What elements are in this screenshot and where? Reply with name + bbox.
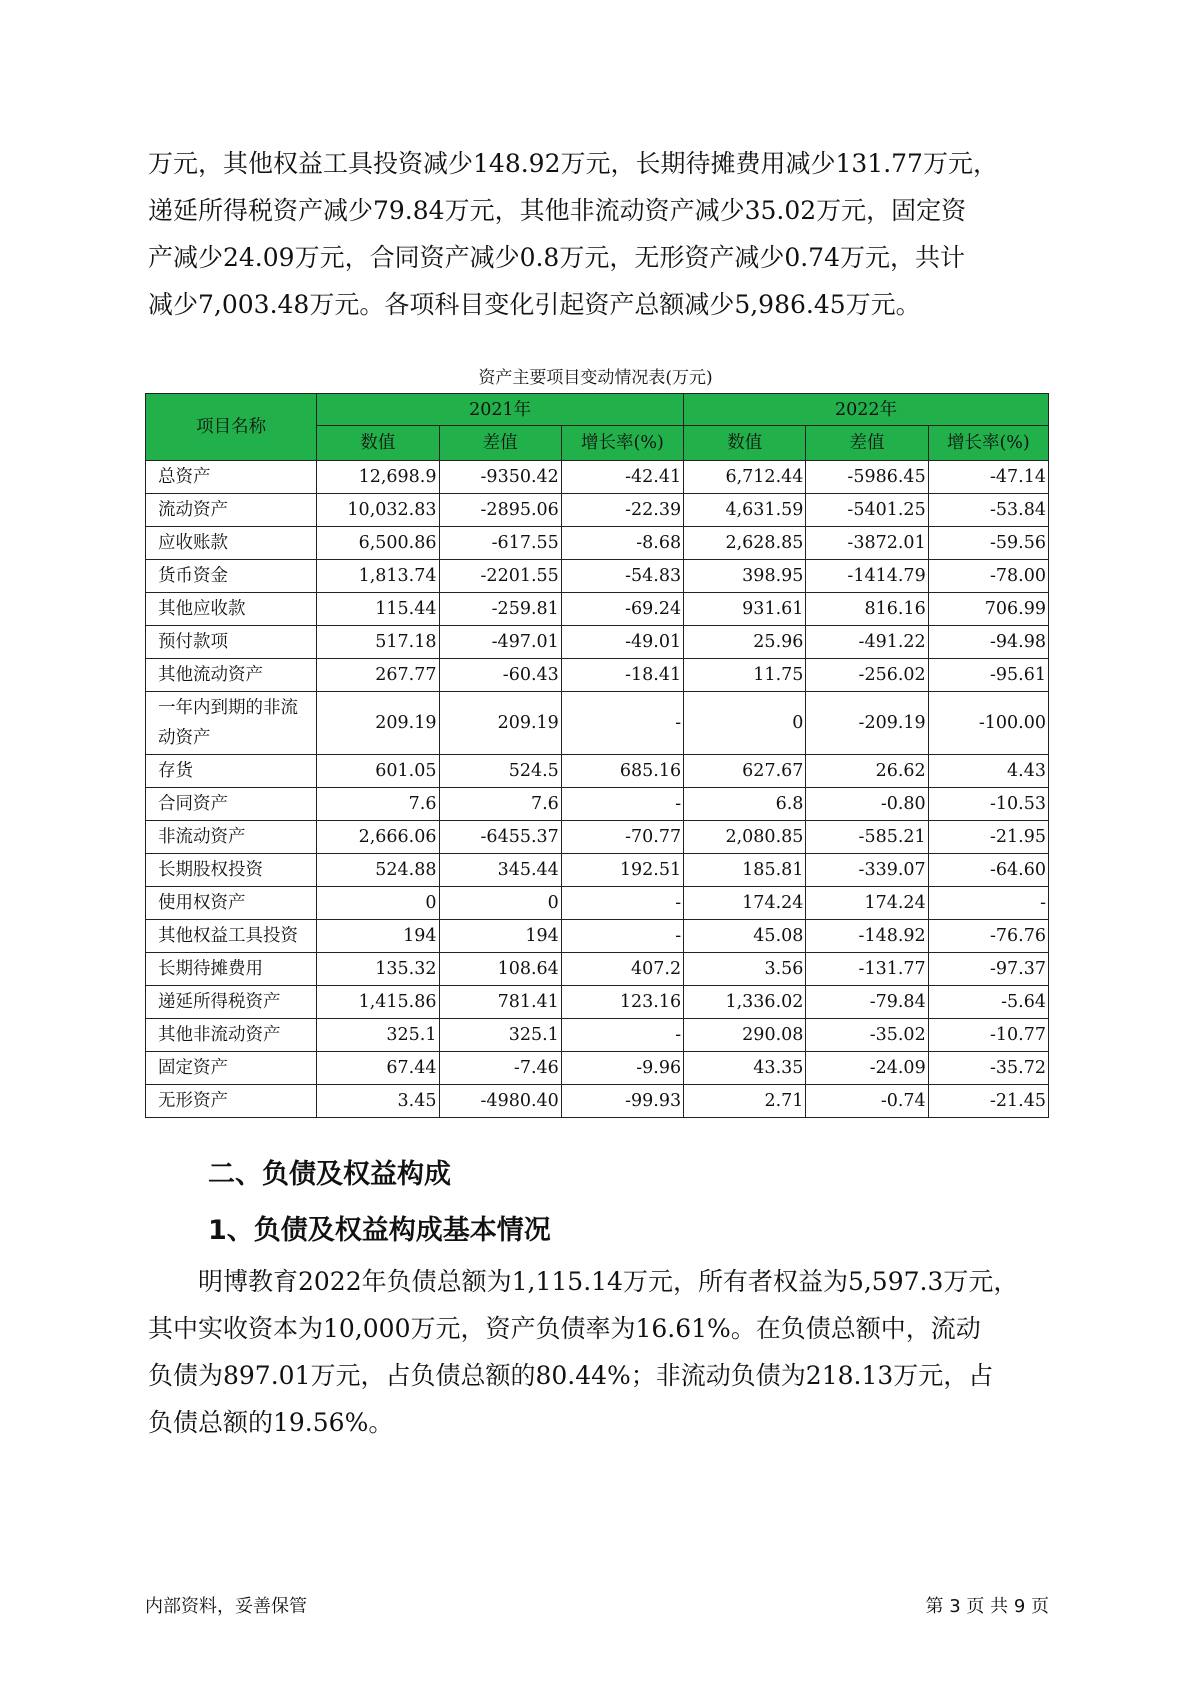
diff-2021-cell: -4980.40 xyxy=(439,1085,561,1118)
item-name-cell: 递延所得税资产 xyxy=(146,986,317,1019)
value-2021-cell: 601.05 xyxy=(317,755,439,788)
table-row xyxy=(146,986,1049,1019)
value-2022-cell: 2,628.85 xyxy=(684,527,806,560)
rate-2022-cell: -97.37 xyxy=(928,953,1048,986)
item-name-cell: 固定资产 xyxy=(146,1052,317,1085)
header-diff: 差值 xyxy=(439,426,561,461)
value-2022-cell: 6,712.44 xyxy=(684,461,806,494)
diff-2021-cell: -617.55 xyxy=(439,527,561,560)
intro-paragraph xyxy=(148,140,1048,328)
diff-2021-cell: -6455.37 xyxy=(439,821,561,854)
table-row xyxy=(146,1085,1049,1118)
value-2021-cell: 267.77 xyxy=(317,659,439,692)
diff-2022-cell: -491.22 xyxy=(806,626,928,659)
value-2021-cell: 524.88 xyxy=(317,854,439,887)
item-name-cell: 其他非流动资产 xyxy=(146,1019,317,1052)
rate-2021-cell: - xyxy=(561,788,683,821)
rate-2022-cell: -94.98 xyxy=(928,626,1048,659)
table-row xyxy=(146,920,1049,953)
item-name-cell: 长期待摊费用 xyxy=(146,953,317,986)
value-2022-cell: 627.67 xyxy=(684,755,806,788)
diff-2022-cell: -79.84 xyxy=(806,986,928,1019)
table-row xyxy=(146,527,1049,560)
section-heading: 二、负债及权益构成 xyxy=(208,1159,451,1190)
rate-2022-cell: -5.64 xyxy=(928,986,1048,1019)
header-item-name: 项目名称 xyxy=(146,394,317,461)
item-name-cell: 存货 xyxy=(146,755,317,788)
diff-2022-cell: -1414.79 xyxy=(806,560,928,593)
rate-2022-cell: - xyxy=(928,887,1048,920)
diff-2022-cell: -0.80 xyxy=(806,788,928,821)
body-line: 其中实收资本为10,000万元，资产负债率为16.61%。在负债总额中，流动 xyxy=(148,1314,981,1343)
intro-line: 万元，其他权益工具投资减少148.92万元，长期待摊费用减少131.77万元， xyxy=(148,149,998,178)
rate-2021-cell: -8.68 xyxy=(561,527,683,560)
value-2021-cell: 325.1 xyxy=(317,1019,439,1052)
rate-2022-cell: -10.53 xyxy=(928,788,1048,821)
item-name-cell: 合同资产 xyxy=(146,788,317,821)
diff-2021-cell: -2201.55 xyxy=(439,560,561,593)
table-row xyxy=(146,593,1049,626)
diff-2022-cell: -585.21 xyxy=(806,821,928,854)
value-2022-cell: 45.08 xyxy=(684,920,806,953)
rate-2021-cell: -42.41 xyxy=(561,461,683,494)
value-2022-cell: 174.24 xyxy=(684,887,806,920)
diff-2021-cell: 325.1 xyxy=(439,1019,561,1052)
rate-2021-cell: -18.41 xyxy=(561,659,683,692)
footer-confidential: 内部资料，妥善保管 xyxy=(145,1596,307,1617)
diff-2021-cell: -497.01 xyxy=(439,626,561,659)
diff-2022-cell: -5401.25 xyxy=(806,494,928,527)
rate-2022-cell: -35.72 xyxy=(928,1052,1048,1085)
intro-line: 产减少24.09万元，合同资产减少0.8万元，无形资产减少0.74万元，共计 xyxy=(148,243,965,272)
value-2021-cell: 12,698.9 xyxy=(317,461,439,494)
value-2021-cell: 0 xyxy=(317,887,439,920)
header-rate: 增长率(%) xyxy=(928,426,1048,461)
item-name-cell: 流动资产 xyxy=(146,494,317,527)
value-2022-cell: 2,080.85 xyxy=(684,821,806,854)
value-2021-cell: 1,415.86 xyxy=(317,986,439,1019)
diff-2022-cell: -256.02 xyxy=(806,659,928,692)
diff-2021-cell: 209.19 xyxy=(439,692,561,755)
rate-2022-cell: -53.84 xyxy=(928,494,1048,527)
value-2021-cell: 1,813.74 xyxy=(317,560,439,593)
header-diff: 差值 xyxy=(806,426,928,461)
table-row xyxy=(146,755,1049,788)
rate-2021-cell: 123.16 xyxy=(561,986,683,1019)
intro-line: 递延所得税资产减少79.84万元，其他非流动资产减少35.02万元，固定资 xyxy=(148,196,967,225)
diff-2021-cell: -9350.42 xyxy=(439,461,561,494)
rate-2022-cell: -95.61 xyxy=(928,659,1048,692)
table-row xyxy=(146,626,1049,659)
item-name-cell: 长期股权投资 xyxy=(146,854,317,887)
diff-2021-cell: 108.64 xyxy=(439,953,561,986)
value-2021-cell: 194 xyxy=(317,920,439,953)
diff-2022-cell: -131.77 xyxy=(806,953,928,986)
table-row xyxy=(146,692,1049,755)
rate-2022-cell: -10.77 xyxy=(928,1019,1048,1052)
diff-2022-cell: -24.09 xyxy=(806,1052,928,1085)
diff-2021-cell: 194 xyxy=(439,920,561,953)
rate-2021-cell: - xyxy=(561,887,683,920)
body-paragraph xyxy=(148,1258,1048,1446)
rate-2021-cell: 192.51 xyxy=(561,854,683,887)
rate-2021-cell: 685.16 xyxy=(561,755,683,788)
table-row xyxy=(146,1052,1049,1085)
rate-2021-cell: -69.24 xyxy=(561,593,683,626)
value-2021-cell: 7.6 xyxy=(317,788,439,821)
diff-2021-cell: 524.5 xyxy=(439,755,561,788)
rate-2022-cell: 706.99 xyxy=(928,593,1048,626)
intro-line: 减少7,003.48万元。各项科目变化引起资产总额减少5,986.45万元。 xyxy=(148,290,921,319)
value-2022-cell: 931.61 xyxy=(684,593,806,626)
value-2021-cell: 517.18 xyxy=(317,626,439,659)
diff-2021-cell: 781.41 xyxy=(439,986,561,1019)
item-name-cell: 预付款项 xyxy=(146,626,317,659)
item-name-cell: 非流动资产 xyxy=(146,821,317,854)
diff-2022-cell: -3872.01 xyxy=(806,527,928,560)
value-2022-cell: 11.75 xyxy=(684,659,806,692)
item-name-cell: 其他权益工具投资 xyxy=(146,920,317,953)
value-2021-cell: 209.19 xyxy=(317,692,439,755)
value-2022-cell: 43.35 xyxy=(684,1052,806,1085)
diff-2021-cell: 0 xyxy=(439,887,561,920)
body-line: 明博教育2022年负债总额为1,115.14万元，所有者权益为5,597.3万元， xyxy=(148,1267,1019,1296)
table-body xyxy=(146,461,1049,1118)
asset-change-table xyxy=(145,393,1049,1118)
rate-2021-cell: - xyxy=(561,692,683,755)
header-value: 数值 xyxy=(317,426,439,461)
value-2022-cell: 185.81 xyxy=(684,854,806,887)
diff-2021-cell: -60.43 xyxy=(439,659,561,692)
rate-2022-cell: -21.95 xyxy=(928,821,1048,854)
value-2022-cell: 398.95 xyxy=(684,560,806,593)
table-row xyxy=(146,560,1049,593)
diff-2021-cell: -259.81 xyxy=(439,593,561,626)
header-year-2021: 2021年 xyxy=(317,394,684,426)
value-2022-cell: 6.8 xyxy=(684,788,806,821)
rate-2022-cell: -100.00 xyxy=(928,692,1048,755)
item-name-cell: 货币资金 xyxy=(146,560,317,593)
rate-2021-cell: -54.83 xyxy=(561,560,683,593)
rate-2021-cell: - xyxy=(561,1019,683,1052)
diff-2022-cell: 174.24 xyxy=(806,887,928,920)
rate-2022-cell: -78.00 xyxy=(928,560,1048,593)
diff-2022-cell: -209.19 xyxy=(806,692,928,755)
rate-2022-cell: 4.43 xyxy=(928,755,1048,788)
item-name-cell: 使用权资产 xyxy=(146,887,317,920)
subsection-heading: 1、负债及权益构成基本情况 xyxy=(208,1215,551,1246)
diff-2021-cell: 345.44 xyxy=(439,854,561,887)
table-row xyxy=(146,1019,1049,1052)
diff-2021-cell: -2895.06 xyxy=(439,494,561,527)
diff-2021-cell: -7.46 xyxy=(439,1052,561,1085)
rate-2022-cell: -59.56 xyxy=(928,527,1048,560)
diff-2022-cell: 816.16 xyxy=(806,593,928,626)
header-value: 数值 xyxy=(684,426,806,461)
rate-2021-cell: -49.01 xyxy=(561,626,683,659)
item-name-cell: 无形资产 xyxy=(146,1085,317,1118)
item-name-cell: 总资产 xyxy=(146,461,317,494)
value-2021-cell: 6,500.86 xyxy=(317,527,439,560)
rate-2021-cell: -70.77 xyxy=(561,821,683,854)
diff-2022-cell: -5986.45 xyxy=(806,461,928,494)
diff-2022-cell: -339.07 xyxy=(806,854,928,887)
value-2022-cell: 0 xyxy=(684,692,806,755)
value-2021-cell: 3.45 xyxy=(317,1085,439,1118)
value-2022-cell: 1,336.02 xyxy=(684,986,806,1019)
table-caption: 资产主要项目变动情况表(万元) xyxy=(478,368,713,388)
value-2021-cell: 67.44 xyxy=(317,1052,439,1085)
diff-2022-cell: -0.74 xyxy=(806,1085,928,1118)
item-name-cell: 应收账款 xyxy=(146,527,317,560)
footer-page-number: 第 3 页 共 9 页 xyxy=(925,1596,1049,1617)
table-row xyxy=(146,854,1049,887)
table-row xyxy=(146,494,1049,527)
value-2021-cell: 10,032.83 xyxy=(317,494,439,527)
rate-2021-cell: 407.2 xyxy=(561,953,683,986)
diff-2022-cell: -35.02 xyxy=(806,1019,928,1052)
rate-2022-cell: -21.45 xyxy=(928,1085,1048,1118)
value-2021-cell: 115.44 xyxy=(317,593,439,626)
table-row xyxy=(146,821,1049,854)
item-name-cell: 一年内到期的非流动资产 xyxy=(146,692,317,755)
diff-2022-cell: -148.92 xyxy=(806,920,928,953)
item-name-cell: 其他流动资产 xyxy=(146,659,317,692)
value-2022-cell: 2.71 xyxy=(684,1085,806,1118)
table-row xyxy=(146,887,1049,920)
value-2022-cell: 3.56 xyxy=(684,953,806,986)
header-rate: 增长率(%) xyxy=(561,426,683,461)
table-row xyxy=(146,953,1049,986)
rate-2021-cell: -22.39 xyxy=(561,494,683,527)
rate-2021-cell: -9.96 xyxy=(561,1052,683,1085)
body-line: 负债为897.01万元，占负债总额的80.44%；非流动负债为218.13万元，占 xyxy=(148,1361,994,1390)
body-line: 负债总额的19.56%。 xyxy=(148,1408,394,1437)
table-row xyxy=(146,461,1049,494)
table-row xyxy=(146,788,1049,821)
value-2022-cell: 290.08 xyxy=(684,1019,806,1052)
item-name-cell: 其他应收款 xyxy=(146,593,317,626)
diff-2022-cell: 26.62 xyxy=(806,755,928,788)
value-2021-cell: 2,666.06 xyxy=(317,821,439,854)
rate-2022-cell: -64.60 xyxy=(928,854,1048,887)
value-2022-cell: 25.96 xyxy=(684,626,806,659)
rate-2021-cell: - xyxy=(561,920,683,953)
value-2022-cell: 4,631.59 xyxy=(684,494,806,527)
rate-2022-cell: -47.14 xyxy=(928,461,1048,494)
rate-2022-cell: -76.76 xyxy=(928,920,1048,953)
header-year-2022: 2022年 xyxy=(684,394,1049,426)
rate-2021-cell: -99.93 xyxy=(561,1085,683,1118)
diff-2021-cell: 7.6 xyxy=(439,788,561,821)
table-row xyxy=(146,659,1049,692)
value-2021-cell: 135.32 xyxy=(317,953,439,986)
